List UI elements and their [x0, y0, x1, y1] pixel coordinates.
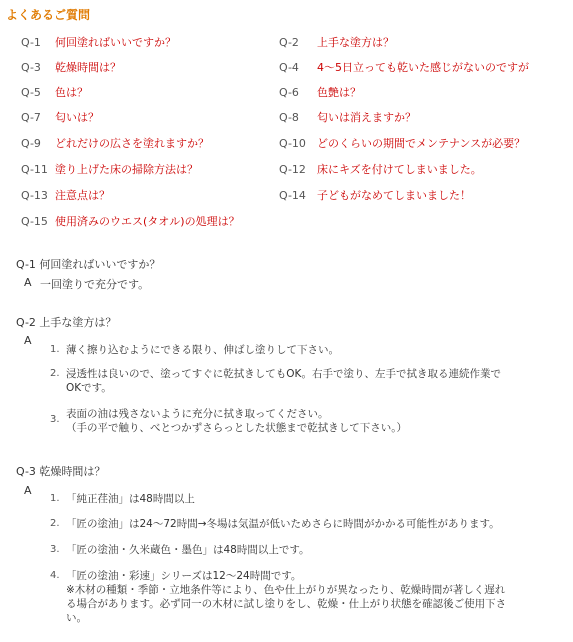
faq-number: Q-12: [279, 163, 306, 176]
faq-link-text[interactable]: 塗り上げた床の掃除方法は？: [55, 163, 198, 176]
faq-link-q7[interactable]: [21, 109, 99, 125]
page-heading: よくあるご質問: [6, 8, 91, 22]
answer-q2-item-3: [50, 407, 550, 435]
faq-link-q2[interactable]: [279, 34, 394, 50]
faq-link-q15[interactable]: [21, 213, 240, 229]
answer-q3-item-1: [50, 492, 550, 506]
faq-link-text[interactable]: 色艶は？: [317, 86, 361, 99]
faq-link-q13[interactable]: [21, 187, 110, 203]
list-text-cont: ※木材の種類・季節・立地条件等により、色や仕上がりが異なったり、乾燥時間が著しく遅れ: [66, 584, 506, 596]
answer-q2-item-2: [50, 367, 550, 395]
list-number: 1.: [50, 344, 60, 355]
answer-q1-title: Q-1 何回塗ればいいですか？: [16, 258, 161, 271]
answer-a-label: A: [24, 334, 32, 347]
faq-number: Q-8: [279, 111, 299, 124]
list-number: 2.: [50, 518, 60, 529]
list-number: 4.: [50, 570, 60, 581]
faq-link-q10[interactable]: [279, 135, 525, 151]
faq-number: Q-1: [21, 36, 41, 49]
faq-link-q9[interactable]: [21, 135, 209, 151]
faq-link-text[interactable]: 使用済みのウエス(タオル)の処理は？: [55, 215, 240, 228]
answer-q3-item-2: [50, 517, 550, 531]
list-number: 3.: [50, 544, 60, 555]
faq-link-text[interactable]: 乾燥時間は？: [55, 61, 121, 74]
answer-q2-item-1: [50, 343, 550, 357]
list-text: 「匠の塗油」は24～72時間→冬場は気温が低いためさらに時間がかかる可能性があります。: [66, 518, 500, 530]
faq-number: Q-2: [279, 36, 299, 49]
faq-link-text[interactable]: 床にキズを付けてしまいました。: [317, 163, 482, 176]
list-number: 3.: [50, 414, 60, 425]
faq-number: Q-11: [21, 163, 48, 176]
list-number: 1.: [50, 493, 60, 504]
answer-q1-text: 一回塗りで充分です。: [40, 278, 150, 291]
list-text: 表面の油は残さないように充分に拭き取ってください。: [66, 408, 329, 420]
list-number: 2.: [50, 368, 60, 379]
faq-link-q12[interactable]: [279, 161, 482, 177]
faq-link-text[interactable]: 子どもがなめてしまいました！: [317, 189, 471, 202]
answer-a-label: A: [24, 276, 32, 289]
list-text-cont: OKです。: [66, 382, 112, 394]
faq-number: Q-9: [21, 137, 41, 150]
faq-link-text[interactable]: 匂いは消えますか？: [317, 111, 416, 124]
faq-link-q6[interactable]: [279, 84, 361, 100]
faq-link-q1[interactable]: [21, 34, 176, 50]
answer-q3-title: Q-3 乾燥時間は？: [16, 465, 106, 478]
faq-number: Q-7: [21, 111, 41, 124]
list-text: 薄く擦り込むようにできる限り、伸ばし塗りして下さい。: [66, 344, 339, 356]
faq-number: Q-6: [279, 86, 299, 99]
faq-link-text[interactable]: どのくらいの期間でメンテナンスが必要？: [317, 137, 526, 150]
faq-number: Q-5: [21, 86, 41, 99]
answer-q2-title: Q-2 上手な塗方は？: [16, 316, 117, 329]
faq-number: Q-13: [21, 189, 48, 202]
faq-link-q3[interactable]: [21, 59, 121, 75]
answer-q3-item-4: [50, 569, 550, 625]
faq-link-text[interactable]: 色は？: [55, 86, 88, 99]
faq-number: Q-4: [279, 61, 299, 74]
list-text-cont: （手の平で触り、べとつかずさらっとした状態まで乾拭きして下さい。）: [66, 422, 408, 434]
faq-link-q8[interactable]: [279, 109, 416, 125]
faq-number: Q-14: [279, 189, 306, 202]
faq-link-text[interactable]: 注意点は？: [55, 189, 110, 202]
list-text: 「匠の塗油・久米蔵色・墨色」は48時間以上です。: [66, 544, 310, 556]
faq-number: Q-15: [21, 215, 48, 228]
faq-number: Q-3: [21, 61, 41, 74]
faq-link-q4[interactable]: [279, 59, 529, 75]
answer-a-label: A: [24, 484, 32, 497]
list-text-cont: い。: [66, 612, 87, 624]
list-text: 浸透性は良いので、塗ってすぐに乾拭きしてもOK。右手で塗り、左手で拭き取る連続作業で: [66, 368, 501, 380]
answer-q3-item-3: [50, 543, 550, 557]
faq-link-q14[interactable]: [279, 187, 471, 203]
faq-link-text[interactable]: 4～5日立っても乾いた感じがないのですが: [317, 61, 529, 74]
faq-link-q5[interactable]: [21, 84, 88, 100]
faq-link-q11[interactable]: [21, 161, 198, 177]
list-text: 「匠の塗油・彩速」シリーズは12～24時間です。: [66, 570, 302, 582]
faq-link-text[interactable]: どれだけの広さを塗れますか？: [55, 137, 209, 150]
faq-link-text[interactable]: 上手な塗方は？: [317, 36, 394, 49]
list-text-cont: る場合があります。必ず同一の木材に試し塗りをし、乾燥・仕上がり状態を確認後ご使用下さ: [66, 598, 507, 610]
faq-link-text[interactable]: 何回塗ればいいですか？: [55, 36, 176, 49]
list-text: 「純正荏油」は48時間以上: [66, 493, 195, 505]
faq-link-text[interactable]: 匂いは？: [55, 111, 99, 124]
faq-number: Q-10: [279, 137, 306, 150]
